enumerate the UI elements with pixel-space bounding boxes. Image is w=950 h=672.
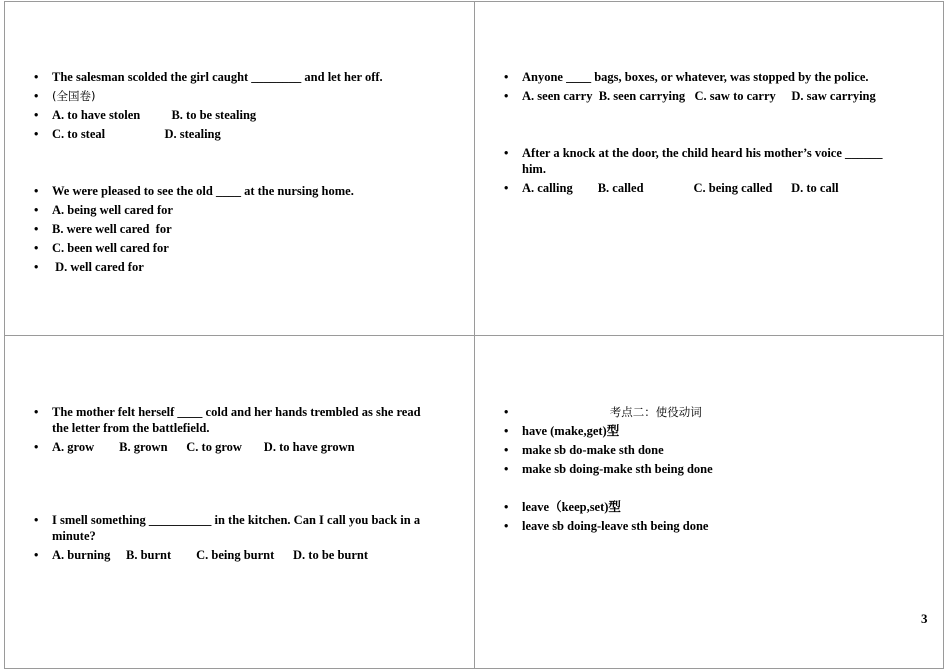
question-4-stem: • After a knock at the door, the child heard his mother’s voice ______ him. [504,146,886,176]
rule-have-type: • have (make,get)型 [504,424,620,438]
horizontal-divider [4,335,944,336]
panel-bottom-left [34,404,454,563]
question-6-stem: • I smell something __________ in the kitchen. Can I call you back in a minute? [34,513,424,543]
question-1-stem: • The salesman scolded the girl caught ________ and let her off. [34,70,383,84]
section-heading: • 考点二：使役动词 [504,405,702,419]
question-3-stem: • Anyone ____ bags, boxes, or whatever, was stopped by the police. [504,70,869,84]
question-2-option-d: • D. well cared for [34,260,144,274]
page-number: 3 [921,611,928,626]
question-2-option-a: • A. being well cared for [34,203,173,217]
question-2-stem: • We were pleased to see the old ____ at the nursing home. [34,184,354,198]
question-5-stem: • The mother felt herself ____ cold and her hands trembled as she read the letter from the battlefield. [34,405,424,435]
question-6-options: • A. burning B. burnt C. being burnt D. to be burnt [34,548,369,562]
panel-top-left [34,69,454,275]
question-1-options-cd: • C. to steal D. stealing [34,127,221,141]
rule-make-being-done: • make sb doing-make sth being done [504,462,713,476]
question-1-options-ab: • A. to have stolen B. to be stealing [34,108,257,122]
rule-leave-being-done: • leave sb doing-leave sth being done [504,519,709,533]
question-3-options: • A. seen carry B. seen carrying C. saw to carry D. saw carrying [504,89,876,103]
question-5-options: • A. grow B. grown C. to grow D. to have grown [34,440,355,454]
rule-leave-type: • leave（keep,set)型 [504,500,621,514]
panel-bottom-right [504,404,924,534]
question-4-options: • A. calling B. called C. being called D. to call [504,181,839,195]
question-1-source: • (全国卷) [34,89,96,103]
question-2-option-c: • C. been well cared for [34,241,169,255]
rule-make-done: • make sb do-make sth done [504,443,664,457]
question-2-option-b: • B. were well cared for [34,222,172,236]
panel-top-right [504,69,924,196]
